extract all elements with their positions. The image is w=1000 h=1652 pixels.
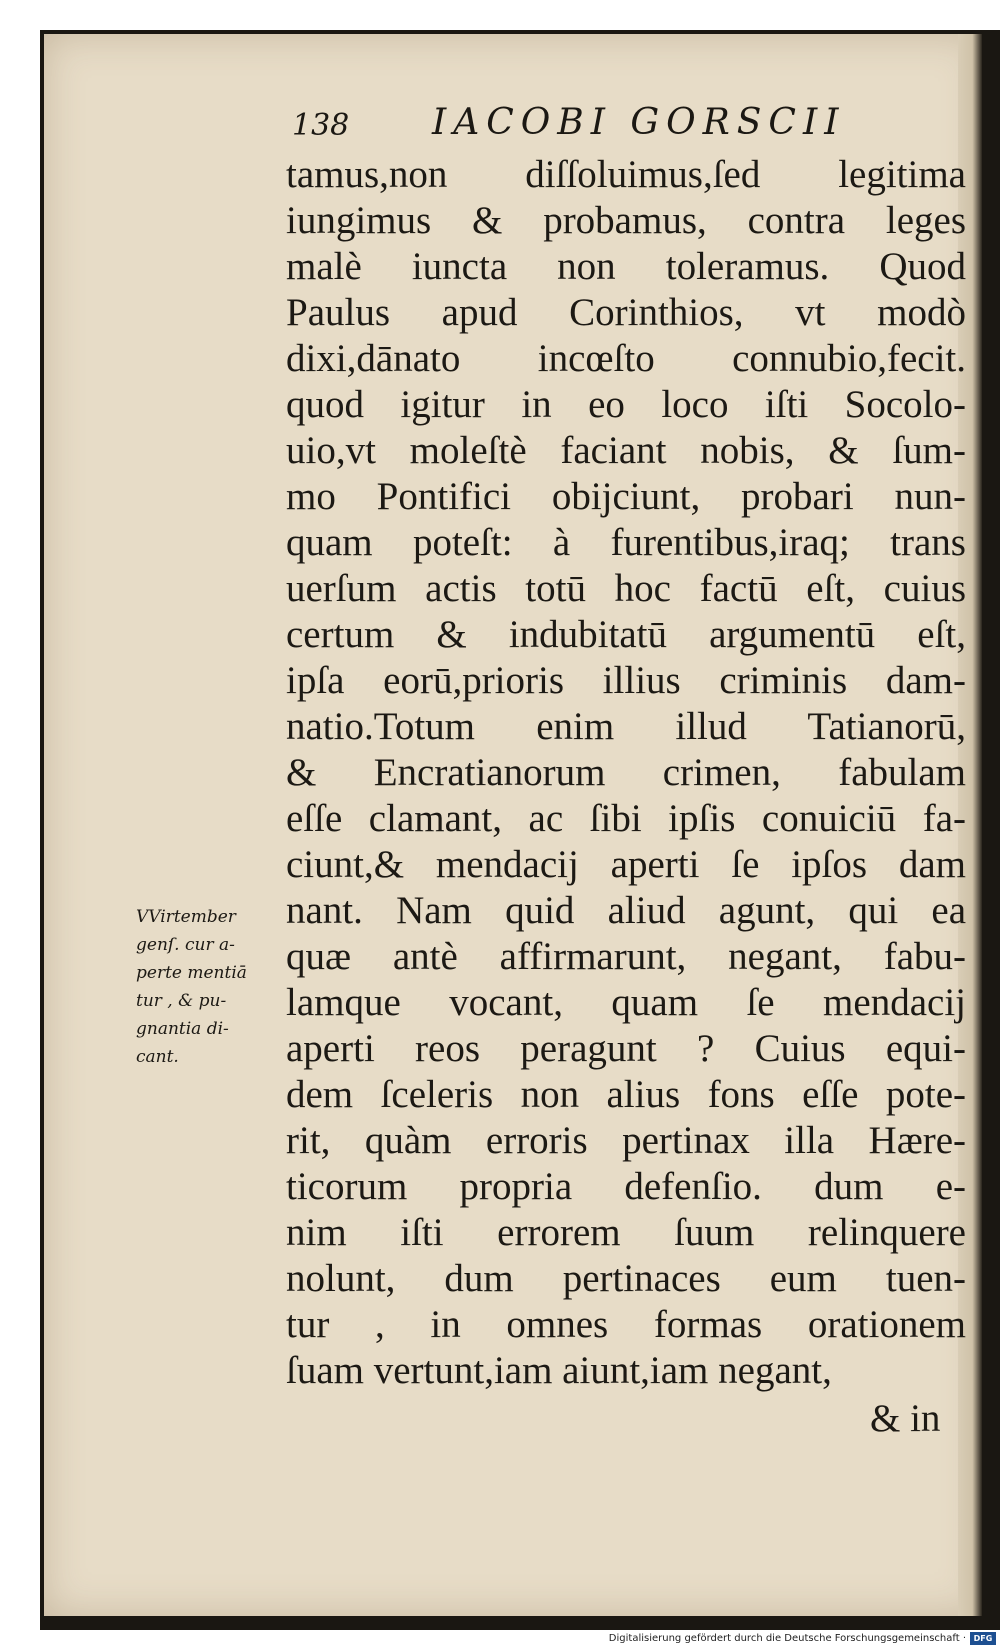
text-line: nant. Nam quid aliud agunt, qui ea (286, 889, 966, 932)
text-line: ſuam vertunt,iam aiunt,iam negant, (286, 1349, 832, 1392)
text-line: tur , in omnes formas orationem (286, 1303, 966, 1346)
text-line: ipſa eorū,prioris illius criminis dam- (286, 659, 966, 702)
text-line: uerſum actis totū hoc factū eſt, cuius (286, 567, 966, 610)
dfg-logo: DFG (970, 1632, 996, 1645)
marginal-note-line: VVirtember (136, 907, 236, 927)
text-line: quod igitur in eo loco iſti Socolo- (286, 383, 966, 426)
catchword: & in (870, 1397, 941, 1440)
text-line: ticorum propria defenſio. dum e- (286, 1165, 966, 1208)
text-line: rit, quàm erroris pertinax illa Hære- (286, 1119, 966, 1162)
marginal-note-line: perte mentiā (136, 963, 247, 983)
text-line: uio,vt moleſtè faciant nobis, & ſum- (286, 429, 966, 472)
text-line: quæ antè affirmarunt, negant, fabu- (286, 935, 966, 978)
marginal-note-line: genſ. cur a- (136, 935, 235, 955)
text-line: quam poteſt: à furentibus,iraq; trans (286, 521, 966, 564)
page-header (292, 102, 912, 148)
text-line: dixi,dānato incœſto connubio,fecit. (286, 337, 966, 380)
digitization-credit: Digitalisierung gefördert durch die Deutsche Forschungsgemeinschaft · (608, 1633, 966, 1644)
marginal-note-line: tur , & pu- (136, 991, 227, 1011)
text-line: eſſe clamant, ac ſibi ipſis conuiciū fa- (286, 797, 966, 840)
text-line: Paulus apud Corinthios, vt modò (286, 291, 966, 334)
text-line: nim iſti errorem ſuum relinquere (286, 1211, 966, 1254)
body-text (286, 152, 966, 1394)
marginal-note-line: gnantia di- (136, 1019, 229, 1039)
marginal-note-line: cant. (136, 1047, 179, 1067)
text-line: lamque vocant, quam ſe mendacij (286, 981, 966, 1024)
text-line: ciunt,& mendacij aperti ſe ipſos dam (286, 843, 966, 886)
text-line: dem ſceleris non alius fons eſſe pote- (286, 1073, 966, 1116)
text-line: tamus,non diſſoluimus,ſed legitima (286, 153, 966, 196)
running-title: IACOBI GORSCII (432, 102, 846, 143)
text-line: iungimus & probamus, contra leges (286, 199, 966, 242)
text-line: nolunt, dum pertinaces eum tuen- (286, 1257, 966, 1300)
text-line: malè iuncta non toleramus. Quod (286, 245, 966, 288)
text-line: mo Pontifici obijciunt, probari nun- (286, 475, 966, 518)
text-line: aperti reos peragunt ? Cuius equi- (286, 1027, 966, 1070)
text-line: & Encratianorum crimen, fabulam (286, 751, 966, 794)
marginal-note (136, 903, 276, 1071)
text-line: natio.Totum enim illud Tatianorū, (286, 705, 966, 748)
text-line: certum & indubitatū argumentū eſt, (286, 613, 966, 656)
page-number: 138 (292, 108, 350, 143)
